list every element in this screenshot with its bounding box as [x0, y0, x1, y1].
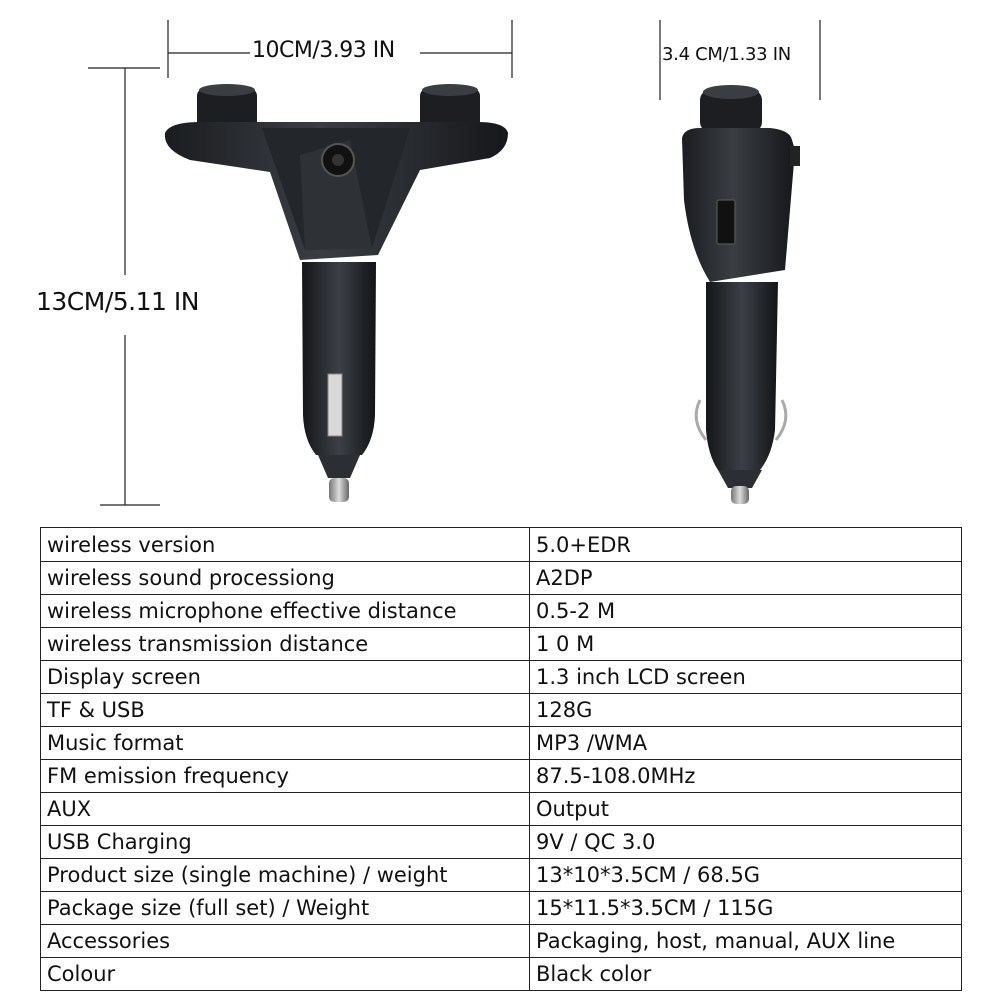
spec-label: Colour: [41, 958, 530, 991]
spec-label: Product size (single machine) / weight: [41, 859, 530, 892]
spec-value: 15*11.5*3.5CM / 115G: [530, 892, 962, 925]
spec-value: 5.0+EDR: [530, 528, 962, 562]
spec-value: 1.3 inch LCD screen: [530, 661, 962, 694]
spec-row: [41, 826, 962, 859]
spec-label: Music format: [41, 727, 530, 760]
height-dimension-label: 13CM/5.11 IN: [36, 287, 199, 316]
spec-value: 9V / QC 3.0: [530, 826, 962, 859]
spec-value: MP3 /WMA: [530, 727, 962, 760]
spec-label: wireless version: [41, 528, 530, 562]
spec-row: [41, 925, 962, 958]
spec-label: wireless sound processiong: [41, 562, 530, 595]
spec-label: wireless transmission distance: [41, 628, 530, 661]
side-tip-icon: [731, 486, 749, 504]
spec-row: [41, 628, 962, 661]
spec-label: FM emission frequency: [41, 760, 530, 793]
device-side-view: [682, 85, 800, 504]
spec-value: 87.5-108.0MHz: [530, 760, 962, 793]
spec-value: Black color: [530, 958, 962, 991]
spec-row: [41, 760, 962, 793]
device-front-view: [165, 84, 508, 502]
spec-row: [41, 958, 962, 991]
spec-row: [41, 595, 962, 628]
spec-label: Package size (full set) / Weight: [41, 892, 530, 925]
spec-value: Packaging, host, manual, AUX line: [530, 925, 962, 958]
spec-label: Accessories: [41, 925, 530, 958]
spec-row: [41, 727, 962, 760]
spec-value: 0.5-2 M: [530, 595, 962, 628]
spec-label: TF & USB: [41, 694, 530, 727]
spec-value: Output: [530, 793, 962, 826]
spec-row: [41, 793, 962, 826]
depth-dimension-label: 3.4 CM/1.33 IN: [662, 44, 791, 65]
spec-label: wireless microphone effective distance: [41, 595, 530, 628]
spec-row: [41, 859, 962, 892]
side-usb-port-icon: [717, 200, 735, 244]
width-dimension-label: 10CM/3.93 IN: [252, 38, 395, 63]
spec-label: Display screen: [41, 661, 530, 694]
spec-row: [41, 562, 962, 595]
spec-value: 1 0 M: [530, 628, 962, 661]
spec-value: 128G: [530, 694, 962, 727]
spec-label: USB Charging: [41, 826, 530, 859]
spec-row: [41, 528, 962, 562]
spec-table: [40, 527, 962, 991]
spec-value: 13*10*3.5CM / 68.5G: [530, 859, 962, 892]
spec-label: AUX: [41, 793, 530, 826]
spec-row: [41, 892, 962, 925]
spec-row: [41, 694, 962, 727]
spec-row: [41, 661, 962, 694]
spec-value: A2DP: [530, 562, 962, 595]
front-tip-icon: [329, 478, 349, 502]
